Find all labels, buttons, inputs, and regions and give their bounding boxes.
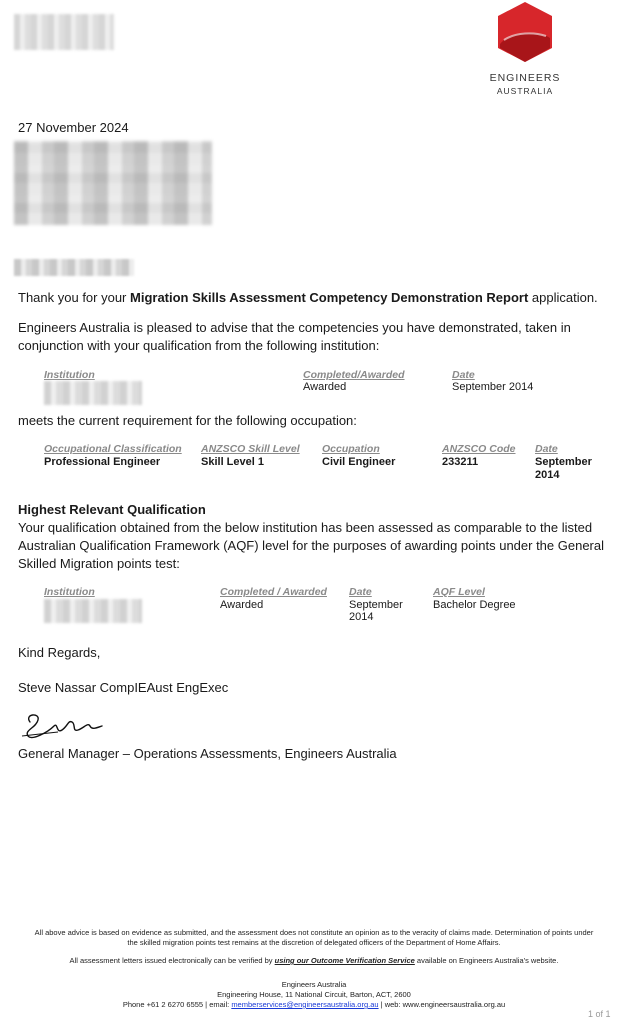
page-number: 1 of 1 <box>588 1009 611 1019</box>
intro-suffix: application. <box>528 290 598 305</box>
inst-header-institution: Institution <box>44 369 95 381</box>
inst-header-completed: Completed/Awarded <box>303 369 405 381</box>
redacted-address <box>14 141 212 225</box>
disclaimer-line-2: the skilled migration points test remains at the discretion of delegated officers of the Department of Home Affairs. <box>127 938 501 947</box>
redacted-institution-2 <box>44 599 142 623</box>
hrq-line-2: Australian Qualification Framework (AQF) level for the purposes of awarding points under the General <box>18 538 605 553</box>
verify-line <box>0 956 628 966</box>
occ-occupation: Civil Engineer <box>322 456 396 468</box>
aqf-date-1: September <box>349 599 403 611</box>
aqf-completed: Awarded <box>220 599 264 611</box>
hrq-heading: Highest Relevant Qualification <box>18 502 206 517</box>
redacted-reference <box>14 14 114 50</box>
hrq-line-1: Your qualification obtained from the below institution has been assessed as comparable to the listed <box>18 520 593 535</box>
occ-header-skill: ANZSCO Skill Level <box>201 443 300 455</box>
occ-code: 233211 <box>442 456 479 468</box>
signatory-title: General Manager – Operations Assessments, Engineers Australia <box>18 746 397 761</box>
verify-prefix: All assessment letters issued electronically can be verified by <box>69 956 275 965</box>
meets-line: meets the current requirement for the following occupation: <box>18 413 357 428</box>
advise-line-2: conjunction with your qualification from the following institution: <box>18 338 380 353</box>
advise-line-1: Engineers Australia is pleased to advise that the competencies you have demonstrated, taken in <box>18 320 571 335</box>
inst-completed: Awarded <box>303 381 347 393</box>
logo-sub: AUSTRALIA <box>496 86 554 96</box>
disclaimer-line-1: All above advice is based on evidence as submitted, and the assessment does not constitute an opinion as to the veracity of claims made. Determination of points under <box>34 928 594 937</box>
inst-header-date: Date <box>452 369 475 381</box>
aqf-level: Bachelor Degree <box>433 599 516 611</box>
intro-prefix: Thank you for your <box>18 290 130 305</box>
handwritten-signature <box>18 708 108 746</box>
verify-suffix: available on Engineers Australia's website. <box>414 956 559 965</box>
footer-address: Engineering House, 11 National Circuit, Barton, ACT, 2600 <box>217 990 411 999</box>
occ-header-code: ANZSCO Code <box>442 443 516 455</box>
letter-date: 27 November 2024 <box>18 120 129 135</box>
contact-suffix: | web: www.engineersaustralia.org.au <box>378 1000 506 1009</box>
redacted-institution <box>44 381 142 405</box>
footer-contact <box>0 1000 628 1010</box>
contact-prefix: Phone +61 2 6270 6555 | email: <box>122 1000 232 1009</box>
aqf-header-completed: Completed / Awarded <box>220 586 327 598</box>
occ-date-1: September <box>535 456 592 468</box>
aqf-header-date: Date <box>349 586 372 598</box>
occ-date-2: 2014 <box>535 469 560 481</box>
aqf-date-2: 2014 <box>349 611 374 623</box>
redacted-salutation <box>14 259 134 276</box>
occ-skill: Skill Level 1 <box>201 456 264 468</box>
intro-bold: Migration Skills Assessment Competency Demonstration Report <box>130 290 529 305</box>
aqf-header-institution: Institution <box>44 586 95 598</box>
verification-service-link[interactable]: using our Outcome Verification Service <box>274 956 415 965</box>
occ-header-classification: Occupational Classification <box>44 443 182 455</box>
logo-name: ENGINEERS <box>489 72 561 84</box>
signatory-name: Steve Nassar CompIEAust EngExec <box>18 680 229 695</box>
occ-header-occupation: Occupation <box>322 443 380 455</box>
email-link[interactable]: memberservices@engineersaustralia.org.au <box>231 1000 379 1009</box>
inst-date: September 2014 <box>452 381 534 393</box>
aqf-header-level: AQF Level <box>433 586 485 598</box>
hrq-line-3: Skilled Migration points test: <box>18 556 180 571</box>
footer-org: Engineers Australia <box>281 980 347 989</box>
occ-header-date: Date <box>535 443 558 455</box>
occ-classification: Professional Engineer <box>44 456 161 468</box>
intro-paragraph <box>18 289 618 307</box>
engineers-australia-logo <box>486 0 564 100</box>
kind-regards: Kind Regards, <box>18 645 101 660</box>
